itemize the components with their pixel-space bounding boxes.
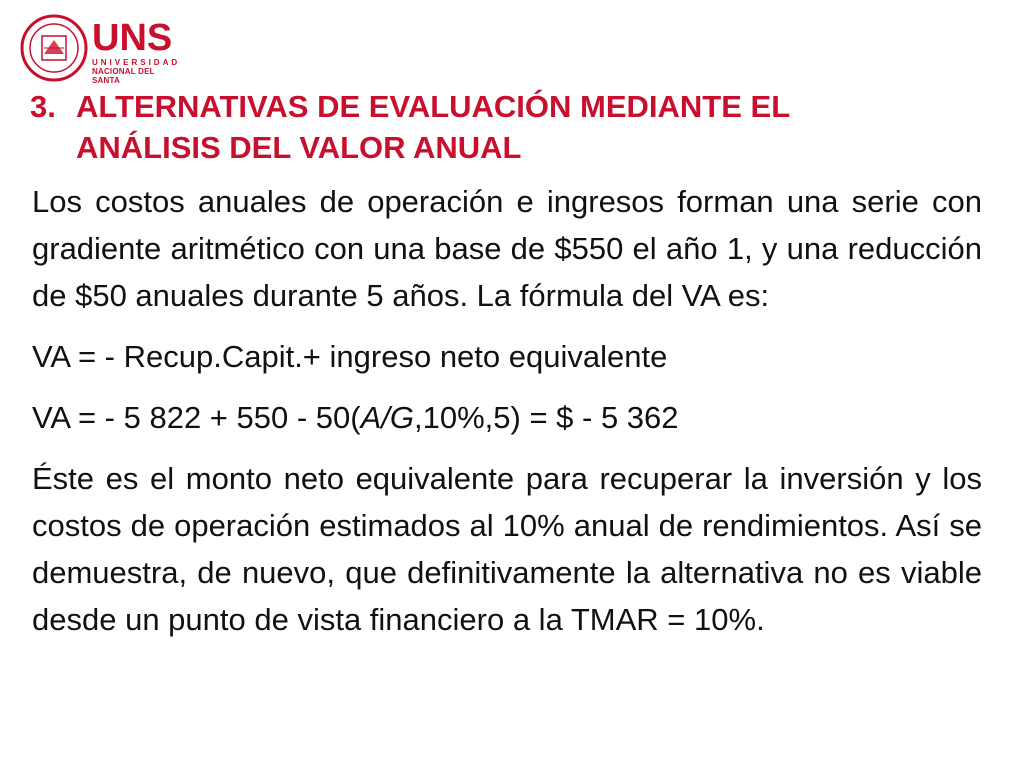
- formula-2-factor: A/G: [360, 400, 414, 435]
- university-seal-icon: [20, 14, 88, 82]
- logo-wordmark: [92, 18, 180, 85]
- slide-body: [32, 178, 982, 643]
- logo-name: UNS: [92, 17, 173, 59]
- logo-line-1: UNIVERSIDAD: [92, 58, 181, 67]
- heading-line-1: ALTERNATIVAS DE EVALUACIÓN MEDIANTE EL: [76, 89, 791, 124]
- university-logo: [20, 14, 181, 86]
- logo-line-2: NACIONAL DEL SANTA: [92, 67, 155, 85]
- heading-line-2: ANÁLISIS DEL VALOR ANUAL: [76, 130, 522, 165]
- formula-2-prefix: VA = - 5 822 + 550 - 50(: [32, 400, 361, 435]
- formula-line-2: [32, 394, 982, 441]
- heading-number: 3.: [30, 89, 56, 124]
- formula-2-suffix: ,10%,5) = $ - 5 362: [414, 400, 679, 435]
- paragraph-conclusion: Éste es el monto neto equivalente para recuperar la inversión y los costos de operación estimados al 10% anual de rendimientos. Así se demuestra, de nuevo, que definitivamente la alternativa no es viable desde un punto de vista financiero a la TMAR = 10%.: [32, 461, 982, 637]
- paragraph-intro: Los costos anuales de operación e ingresos forman una serie con gradiente aritmético con una base de $550 el año 1, y una reducción de $50 anuales durante 5 años. La fórmula del VA es:: [32, 184, 982, 313]
- section-heading: [30, 86, 970, 168]
- formula-line-1: VA = - Recup.Capit.+ ingreso neto equivalente: [32, 339, 668, 374]
